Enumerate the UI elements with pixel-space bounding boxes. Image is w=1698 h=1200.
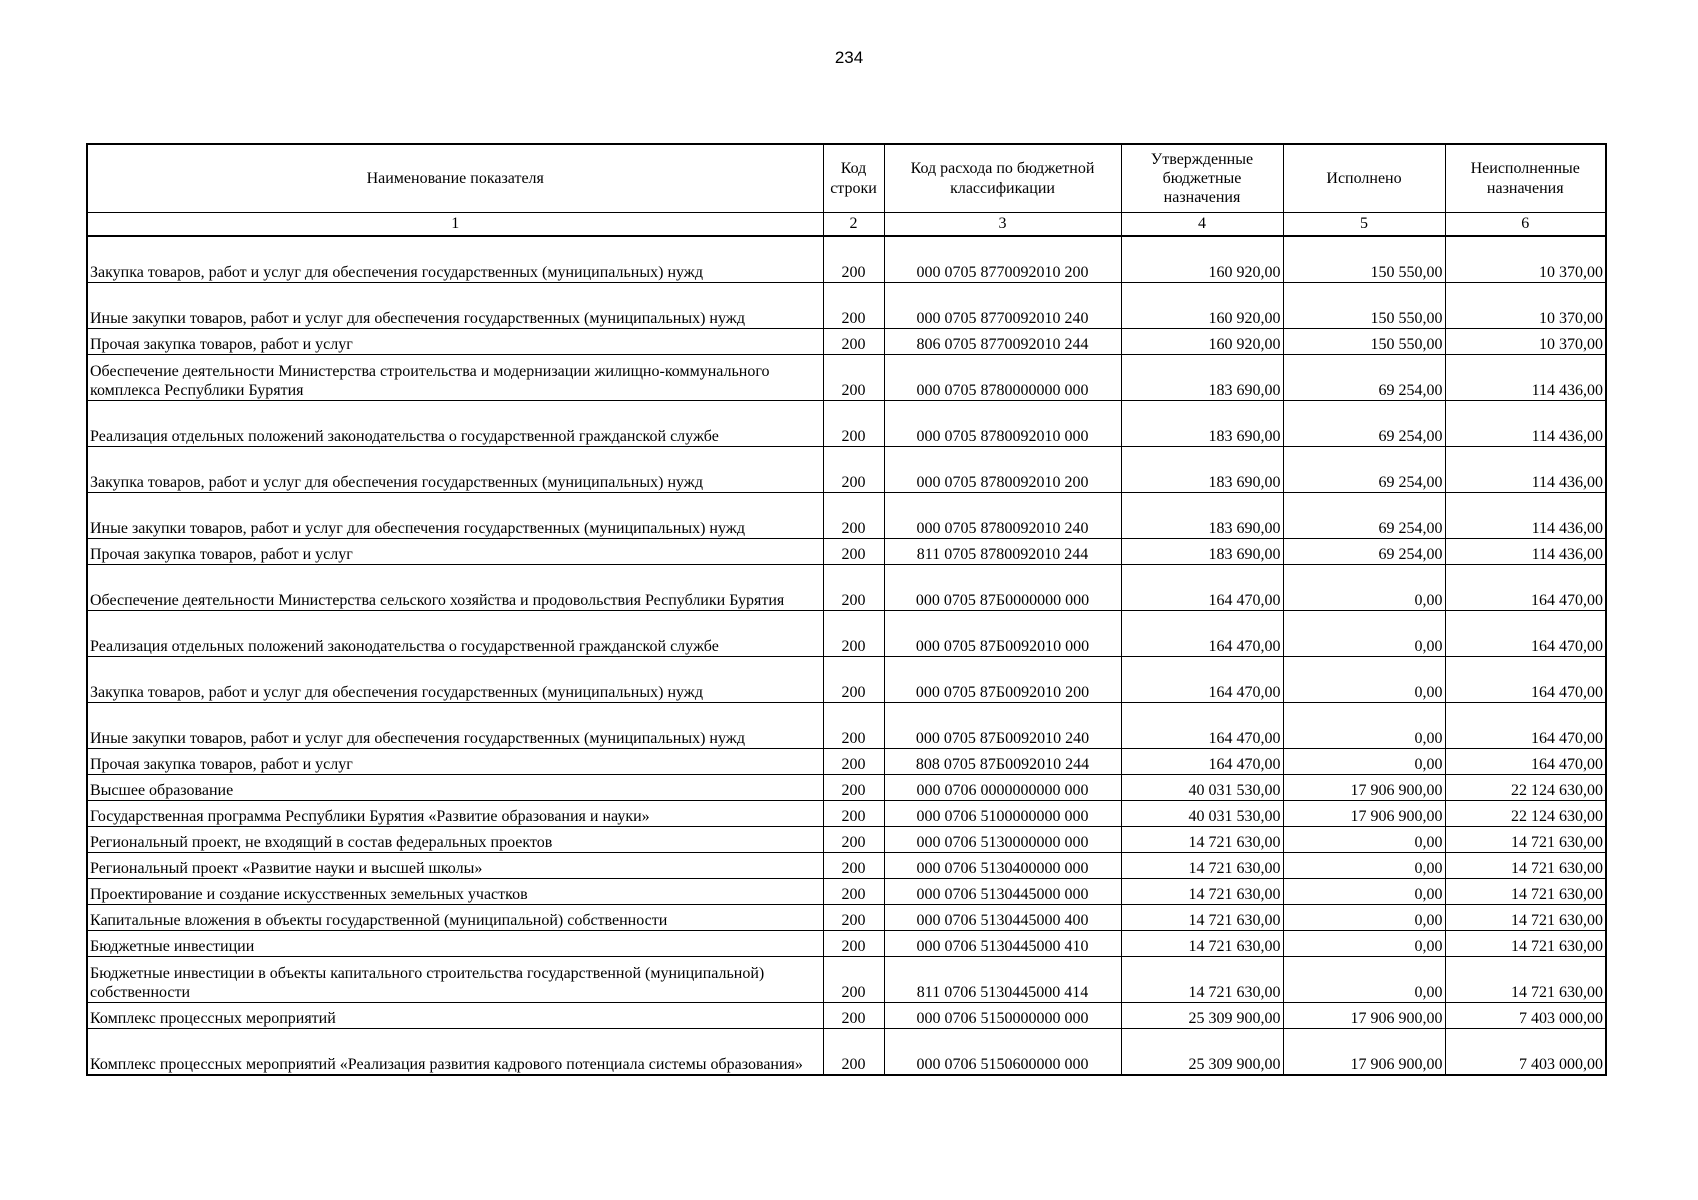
table-row — [87, 749, 1606, 775]
cell-approved: 183 690,00 — [1121, 447, 1283, 493]
cell-line-code: 200 — [823, 539, 884, 565]
cell-name: Капитальные вложения в объекты государственной (муниципальной) собственности — [87, 905, 823, 931]
cell-unexecuted: 114 436,00 — [1445, 493, 1606, 539]
cell-line-code: 200 — [823, 329, 884, 355]
table-row — [87, 401, 1606, 447]
cell-executed: 17 906 900,00 — [1283, 775, 1445, 801]
cell-executed: 0,00 — [1283, 879, 1445, 905]
cell-class-code: 000 0705 87Б0092010 240 — [884, 703, 1121, 749]
cell-name: Комплекс процессных мероприятий «Реализация развития кадрового потенциала системы образования» — [87, 1029, 823, 1076]
cell-unexecuted: 10 370,00 — [1445, 329, 1606, 355]
cell-class-code: 806 0705 8770092010 244 — [884, 329, 1121, 355]
cell-unexecuted: 164 470,00 — [1445, 703, 1606, 749]
header-unexecuted: Неисполненные назначения — [1445, 144, 1606, 213]
column-number: 4 — [1121, 213, 1283, 237]
cell-class-code: 000 0706 5130445000 000 — [884, 879, 1121, 905]
cell-class-code: 808 0705 87Б0092010 244 — [884, 749, 1121, 775]
cell-name: Прочая закупка товаров, работ и услуг — [87, 539, 823, 565]
cell-name: Закупка товаров, работ и услуг для обеспечения государственных (муниципальных) нужд — [87, 447, 823, 493]
cell-line-code: 200 — [823, 775, 884, 801]
cell-unexecuted: 14 721 630,00 — [1445, 931, 1606, 957]
cell-name: Региональный проект «Развитие науки и высшей школы» — [87, 853, 823, 879]
cell-approved: 183 690,00 — [1121, 539, 1283, 565]
cell-name: Обеспечение деятельности Министерства сельского хозяйства и продовольствия Республики Бурятия — [87, 565, 823, 611]
cell-line-code: 200 — [823, 447, 884, 493]
column-number: 2 — [823, 213, 884, 237]
cell-name: Региональный проект, не входящий в состав федеральных проектов — [87, 827, 823, 853]
table-row — [87, 657, 1606, 703]
table-row — [87, 355, 1606, 401]
cell-approved: 164 470,00 — [1121, 703, 1283, 749]
cell-line-code: 200 — [823, 931, 884, 957]
cell-line-code: 200 — [823, 355, 884, 401]
cell-line-code: 200 — [823, 905, 884, 931]
cell-executed: 0,00 — [1283, 565, 1445, 611]
cell-approved: 40 031 530,00 — [1121, 775, 1283, 801]
cell-executed: 0,00 — [1283, 703, 1445, 749]
cell-approved: 14 721 630,00 — [1121, 827, 1283, 853]
cell-class-code: 000 0705 8770092010 240 — [884, 283, 1121, 329]
cell-class-code: 000 0705 87Б0092010 000 — [884, 611, 1121, 657]
cell-unexecuted: 22 124 630,00 — [1445, 775, 1606, 801]
cell-name: Комплекс процессных мероприятий — [87, 1003, 823, 1029]
cell-executed: 150 550,00 — [1283, 329, 1445, 355]
header-executed: Исполнено — [1283, 144, 1445, 213]
table-row — [87, 775, 1606, 801]
cell-class-code: 000 0706 5150000000 000 — [884, 1003, 1121, 1029]
cell-executed: 17 906 900,00 — [1283, 1029, 1445, 1076]
cell-name: Проектирование и создание искусственных земельных участков — [87, 879, 823, 905]
cell-approved: 164 470,00 — [1121, 657, 1283, 703]
cell-unexecuted: 22 124 630,00 — [1445, 801, 1606, 827]
cell-approved: 183 690,00 — [1121, 401, 1283, 447]
cell-line-code: 200 — [823, 879, 884, 905]
cell-approved: 164 470,00 — [1121, 565, 1283, 611]
cell-unexecuted: 164 470,00 — [1445, 565, 1606, 611]
cell-name: Реализация отдельных положений законодательства о государственной гражданской службе — [87, 611, 823, 657]
header-class-code: Код расхода по бюджетной классификации — [884, 144, 1121, 213]
table-row — [87, 611, 1606, 657]
cell-name: Иные закупки товаров, работ и услуг для обеспечения государственных (муниципальных) нужд — [87, 703, 823, 749]
cell-approved: 40 031 530,00 — [1121, 801, 1283, 827]
cell-unexecuted: 10 370,00 — [1445, 283, 1606, 329]
cell-unexecuted: 114 436,00 — [1445, 401, 1606, 447]
cell-approved: 164 470,00 — [1121, 611, 1283, 657]
cell-class-code: 000 0705 8780000000 000 — [884, 355, 1121, 401]
cell-name: Иные закупки товаров, работ и услуг для обеспечения государственных (муниципальных) нужд — [87, 283, 823, 329]
cell-line-code: 200 — [823, 283, 884, 329]
table-row — [87, 703, 1606, 749]
cell-unexecuted: 14 721 630,00 — [1445, 905, 1606, 931]
table-row — [87, 329, 1606, 355]
cell-line-code: 200 — [823, 657, 884, 703]
cell-line-code: 200 — [823, 565, 884, 611]
cell-class-code: 000 0705 87Б0000000 000 — [884, 565, 1121, 611]
cell-class-code: 000 0706 5150600000 000 — [884, 1029, 1121, 1076]
cell-unexecuted: 114 436,00 — [1445, 539, 1606, 565]
table-row — [87, 957, 1606, 1003]
cell-class-code: 000 0706 5130000000 000 — [884, 827, 1121, 853]
cell-line-code: 200 — [823, 749, 884, 775]
cell-line-code: 200 — [823, 1029, 884, 1076]
cell-executed: 0,00 — [1283, 957, 1445, 1003]
cell-executed: 69 254,00 — [1283, 493, 1445, 539]
cell-executed: 17 906 900,00 — [1283, 1003, 1445, 1029]
cell-line-code: 200 — [823, 853, 884, 879]
cell-line-code: 200 — [823, 957, 884, 1003]
cell-class-code: 000 0705 8780092010 240 — [884, 493, 1121, 539]
cell-unexecuted: 14 721 630,00 — [1445, 957, 1606, 1003]
cell-class-code: 000 0705 8770092010 200 — [884, 236, 1121, 283]
cell-line-code: 200 — [823, 703, 884, 749]
cell-executed: 0,00 — [1283, 827, 1445, 853]
cell-name: Иные закупки товаров, работ и услуг для обеспечения государственных (муниципальных) нужд — [87, 493, 823, 539]
cell-unexecuted: 164 470,00 — [1445, 611, 1606, 657]
cell-class-code: 000 0705 87Б0092010 200 — [884, 657, 1121, 703]
table-row — [87, 879, 1606, 905]
cell-unexecuted: 114 436,00 — [1445, 447, 1606, 493]
cell-line-code: 200 — [823, 801, 884, 827]
cell-approved: 160 920,00 — [1121, 329, 1283, 355]
cell-class-code: 000 0706 5130445000 400 — [884, 905, 1121, 931]
cell-class-code: 000 0706 5130400000 000 — [884, 853, 1121, 879]
cell-unexecuted: 164 470,00 — [1445, 749, 1606, 775]
column-number: 5 — [1283, 213, 1445, 237]
cell-executed: 150 550,00 — [1283, 236, 1445, 283]
cell-class-code: 000 0705 8780092010 200 — [884, 447, 1121, 493]
cell-name: Бюджетные инвестиции — [87, 931, 823, 957]
column-number: 3 — [884, 213, 1121, 237]
budget-execution-table — [86, 143, 1607, 1076]
cell-unexecuted: 14 721 630,00 — [1445, 827, 1606, 853]
table-row — [87, 931, 1606, 957]
header-line-code: Код строки — [823, 144, 884, 213]
cell-executed: 0,00 — [1283, 853, 1445, 879]
cell-approved: 25 309 900,00 — [1121, 1003, 1283, 1029]
cell-approved: 160 920,00 — [1121, 283, 1283, 329]
cell-approved: 160 920,00 — [1121, 236, 1283, 283]
cell-approved: 14 721 630,00 — [1121, 853, 1283, 879]
cell-line-code: 200 — [823, 236, 884, 283]
cell-name: Бюджетные инвестиции в объекты капитального строительства государственной (муниципальной) собственности — [87, 957, 823, 1003]
header-name: Наименование показателя — [87, 144, 823, 213]
table-row — [87, 1029, 1606, 1076]
header-approved: Утвержденные бюджетные назначения — [1121, 144, 1283, 213]
cell-unexecuted: 10 370,00 — [1445, 236, 1606, 283]
cell-class-code: 811 0705 8780092010 244 — [884, 539, 1121, 565]
table-row — [87, 236, 1606, 283]
cell-executed: 0,00 — [1283, 657, 1445, 703]
cell-unexecuted: 164 470,00 — [1445, 657, 1606, 703]
cell-name: Реализация отдельных положений законодательства о государственной гражданской службе — [87, 401, 823, 447]
cell-approved: 183 690,00 — [1121, 493, 1283, 539]
column-number-row — [87, 213, 1606, 237]
cell-executed: 69 254,00 — [1283, 539, 1445, 565]
cell-name: Обеспечение деятельности Министерства строительства и модернизации жилищно-коммунального комплекса Республики Бурятия — [87, 355, 823, 401]
cell-unexecuted: 14 721 630,00 — [1445, 853, 1606, 879]
cell-approved: 183 690,00 — [1121, 355, 1283, 401]
table-row — [87, 539, 1606, 565]
table-row — [87, 801, 1606, 827]
cell-class-code: 000 0706 0000000000 000 — [884, 775, 1121, 801]
cell-executed: 17 906 900,00 — [1283, 801, 1445, 827]
cell-executed: 69 254,00 — [1283, 447, 1445, 493]
cell-line-code: 200 — [823, 401, 884, 447]
page-number: 234 — [834, 48, 864, 67]
cell-unexecuted: 14 721 630,00 — [1445, 879, 1606, 905]
cell-name: Высшее образование — [87, 775, 823, 801]
table-row — [87, 493, 1606, 539]
cell-line-code: 200 — [823, 827, 884, 853]
cell-name: Закупка товаров, работ и услуг для обеспечения государственных (муниципальных) нужд — [87, 657, 823, 703]
cell-executed: 0,00 — [1283, 931, 1445, 957]
cell-approved: 25 309 900,00 — [1121, 1029, 1283, 1076]
cell-unexecuted: 114 436,00 — [1445, 355, 1606, 401]
cell-class-code: 000 0706 5100000000 000 — [884, 801, 1121, 827]
cell-approved: 14 721 630,00 — [1121, 879, 1283, 905]
table-row — [87, 565, 1606, 611]
cell-approved: 14 721 630,00 — [1121, 905, 1283, 931]
cell-approved: 14 721 630,00 — [1121, 931, 1283, 957]
cell-name: Закупка товаров, работ и услуг для обеспечения государственных (муниципальных) нужд — [87, 236, 823, 283]
cell-class-code: 811 0706 5130445000 414 — [884, 957, 1121, 1003]
column-number: 6 — [1445, 213, 1606, 237]
table-row — [87, 853, 1606, 879]
cell-line-code: 200 — [823, 611, 884, 657]
table-row — [87, 283, 1606, 329]
table-row — [87, 905, 1606, 931]
cell-executed: 150 550,00 — [1283, 283, 1445, 329]
cell-name: Прочая закупка товаров, работ и услуг — [87, 329, 823, 355]
cell-name: Государственная программа Республики Бурятия «Развитие образования и науки» — [87, 801, 823, 827]
cell-executed: 0,00 — [1283, 611, 1445, 657]
table-row — [87, 447, 1606, 493]
cell-unexecuted: 7 403 000,00 — [1445, 1029, 1606, 1076]
cell-line-code: 200 — [823, 493, 884, 539]
cell-name: Прочая закупка товаров, работ и услуг — [87, 749, 823, 775]
cell-approved: 164 470,00 — [1121, 749, 1283, 775]
table-row — [87, 1003, 1606, 1029]
cell-class-code: 000 0705 8780092010 000 — [884, 401, 1121, 447]
cell-class-code: 000 0706 5130445000 410 — [884, 931, 1121, 957]
cell-executed: 69 254,00 — [1283, 355, 1445, 401]
table-header-row — [87, 144, 1606, 213]
cell-executed: 0,00 — [1283, 749, 1445, 775]
cell-executed: 0,00 — [1283, 905, 1445, 931]
cell-executed: 69 254,00 — [1283, 401, 1445, 447]
cell-approved: 14 721 630,00 — [1121, 957, 1283, 1003]
cell-line-code: 200 — [823, 1003, 884, 1029]
table-row — [87, 827, 1606, 853]
cell-unexecuted: 7 403 000,00 — [1445, 1003, 1606, 1029]
column-number: 1 — [87, 213, 823, 237]
